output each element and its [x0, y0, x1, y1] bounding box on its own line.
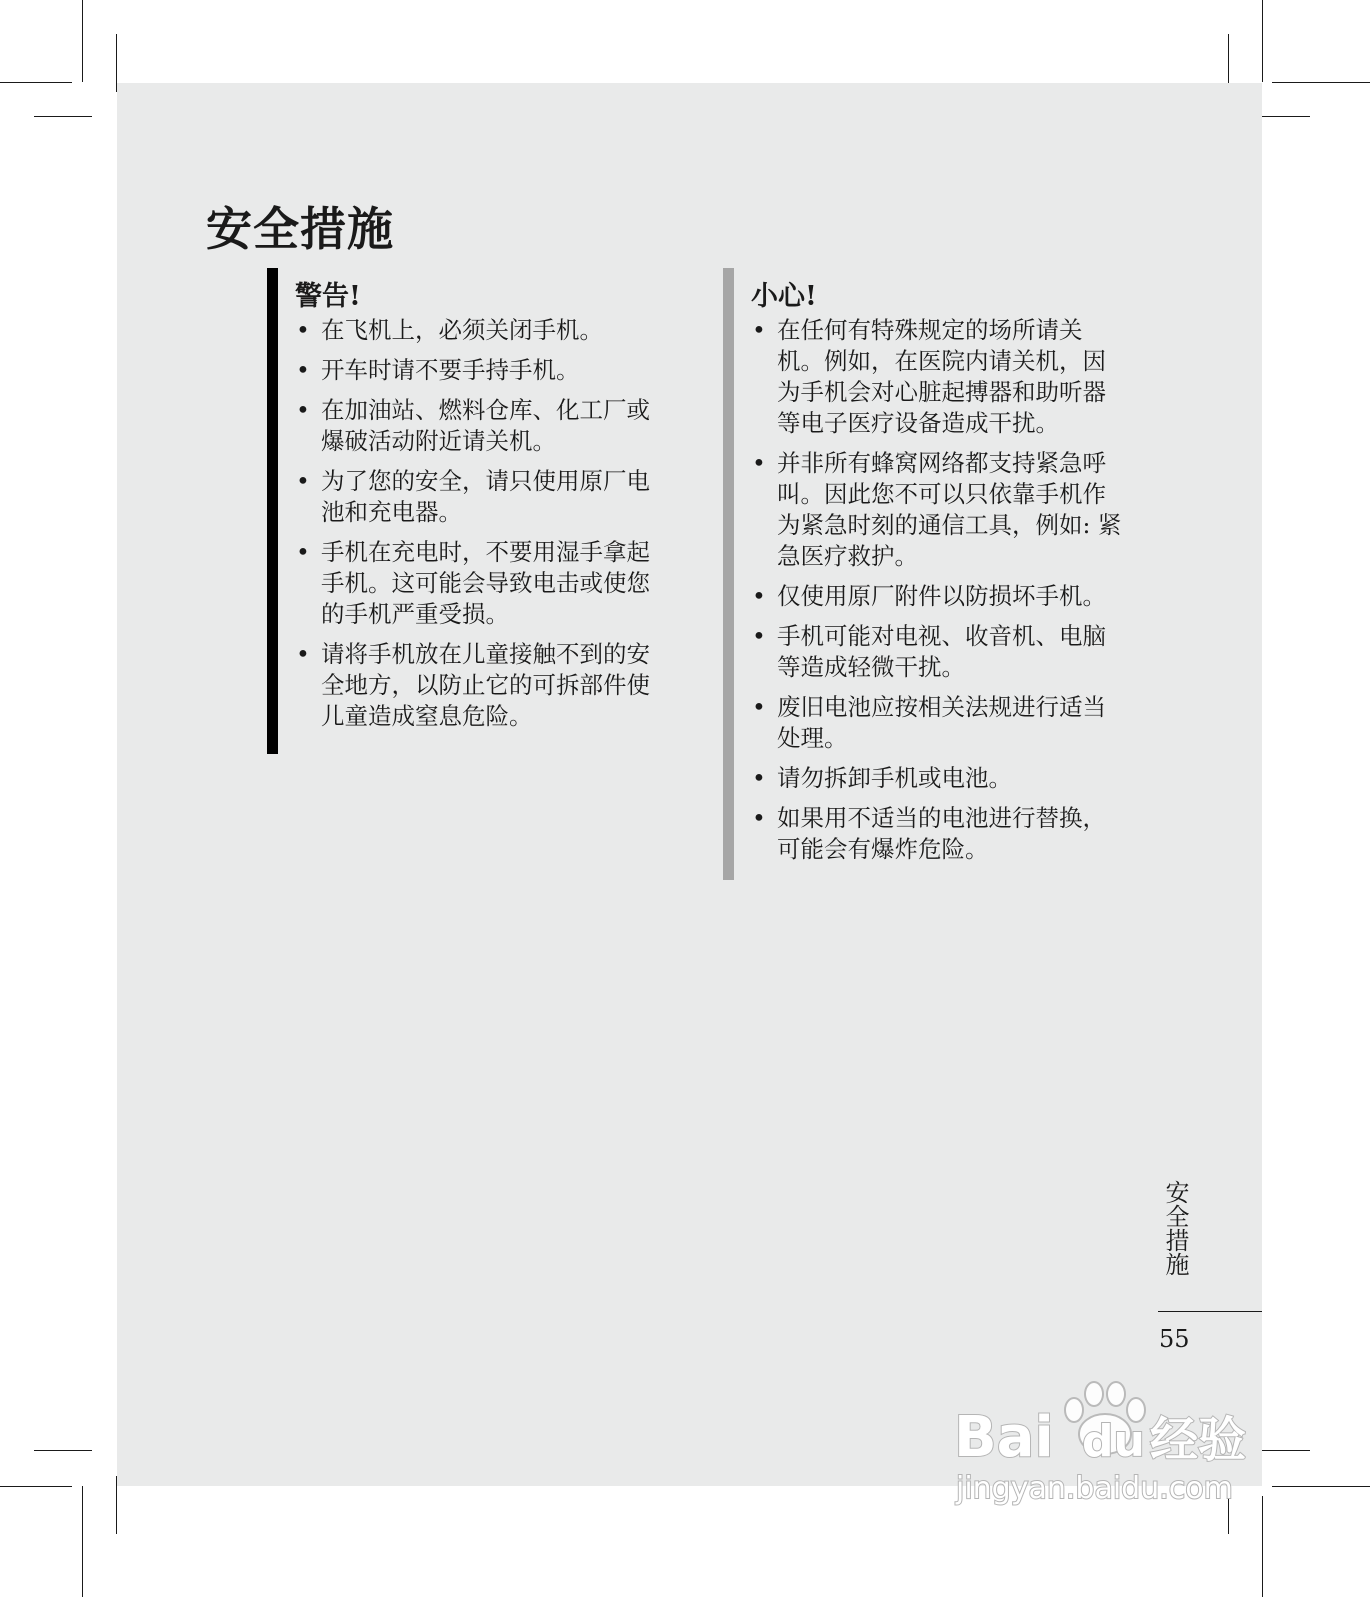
- footer-rule: [1158, 1311, 1262, 1312]
- list-item-text: 废旧电池应按相关法规进行适当处理。: [777, 693, 1106, 752]
- warning-heading: 警告!: [295, 281, 361, 312]
- crop-mark: [1262, 0, 1263, 82]
- bullet: •: [296, 538, 310, 566]
- crop-mark: [0, 1486, 72, 1487]
- section-side-tab: 安全措施: [1161, 1180, 1189, 1276]
- crop-mark: [1262, 1496, 1263, 1597]
- caution-list: [748, 315, 1126, 874]
- list-item: [748, 692, 1126, 754]
- crop-mark: [34, 1450, 92, 1451]
- crop-mark: [1272, 82, 1370, 83]
- watermark-suffix: 经验: [1150, 1412, 1247, 1468]
- list-item: [748, 803, 1126, 865]
- list-item: [292, 355, 670, 386]
- warning-list: [292, 315, 670, 741]
- warning-bar: [267, 268, 278, 754]
- list-item-text: 手机可能对电视、收音机、电脑等造成轻微干扰。: [777, 622, 1106, 681]
- list-item-text: 在加油站、燃料仓库、化工厂或爆破活动附近请关机。: [321, 396, 650, 455]
- bullet: •: [296, 396, 310, 424]
- caution-bar: [723, 268, 734, 880]
- bullet: •: [752, 764, 766, 792]
- caution-heading: 小心!: [751, 281, 817, 312]
- bullet: •: [752, 316, 766, 344]
- crop-mark: [34, 116, 92, 117]
- bullet: •: [752, 582, 766, 610]
- crop-mark: [82, 0, 83, 82]
- warning-box: [267, 268, 687, 754]
- list-item-text: 手机在充电时，不要用湿手拿起手机。这可能会导致电击或使您的手机严重受损。: [321, 538, 650, 628]
- list-item: [292, 315, 670, 346]
- list-item: [292, 639, 670, 732]
- crop-mark: [1272, 1486, 1370, 1487]
- baidu-jingyan-watermark: [946, 1360, 1266, 1510]
- list-item: [292, 466, 670, 528]
- page-title: 安全措施: [206, 201, 394, 256]
- list-item-text: 请勿拆卸手机或电池。: [777, 764, 1012, 792]
- list-item-text: 开车时请不要手持手机。: [321, 356, 580, 384]
- caution-box: [723, 268, 1143, 880]
- list-item-text: 在飞机上，必须关闭手机。: [321, 316, 603, 344]
- list-item: [748, 581, 1126, 612]
- bullet: •: [296, 640, 310, 668]
- list-item: [292, 395, 670, 457]
- list-item: [748, 448, 1126, 572]
- bullet: •: [296, 356, 310, 384]
- bullet: •: [752, 693, 766, 721]
- list-item: [748, 763, 1126, 794]
- watermark-url: jingyan.baidu.com: [956, 1471, 1233, 1506]
- list-item: [748, 315, 1126, 439]
- watermark-brand-du: du: [1082, 1416, 1145, 1467]
- bullet: •: [752, 622, 766, 650]
- list-item: [748, 621, 1126, 683]
- crop-mark: [0, 82, 72, 83]
- list-item-text: 为了您的安全，请只使用原厂电池和充电器。: [321, 467, 650, 526]
- list-item-text: 并非所有蜂窝网络都支持紧急呼叫。因此您不可以只依靠手机作为紧急时刻的通信工具，例如: 紧急医疗救护。: [777, 449, 1122, 570]
- bullet: •: [296, 467, 310, 495]
- watermark-graphic: [946, 1360, 1266, 1510]
- bullet: •: [752, 449, 766, 477]
- page-number: 55: [1159, 1325, 1190, 1353]
- bullet: •: [752, 804, 766, 832]
- list-item-text: 如果用不适当的电池进行替换，可能会有爆炸危险。: [777, 804, 1106, 863]
- list-item-text: 请将手机放在儿童接触不到的安全地方，以防止它的可拆部件使儿童造成窒息危险。: [321, 640, 650, 730]
- list-item: [292, 537, 670, 630]
- list-item-text: 在任何有特殊规定的场所请关机。例如，在医院内请关机，因为手机会对心脏起搏器和助听器等电子医疗设备造成干扰。: [777, 316, 1106, 437]
- list-item-text: 仅使用原厂附件以防损坏手机。: [777, 582, 1106, 610]
- crop-mark: [82, 1486, 83, 1597]
- bullet: •: [296, 316, 310, 344]
- watermark-brand: Bai: [954, 1405, 1054, 1470]
